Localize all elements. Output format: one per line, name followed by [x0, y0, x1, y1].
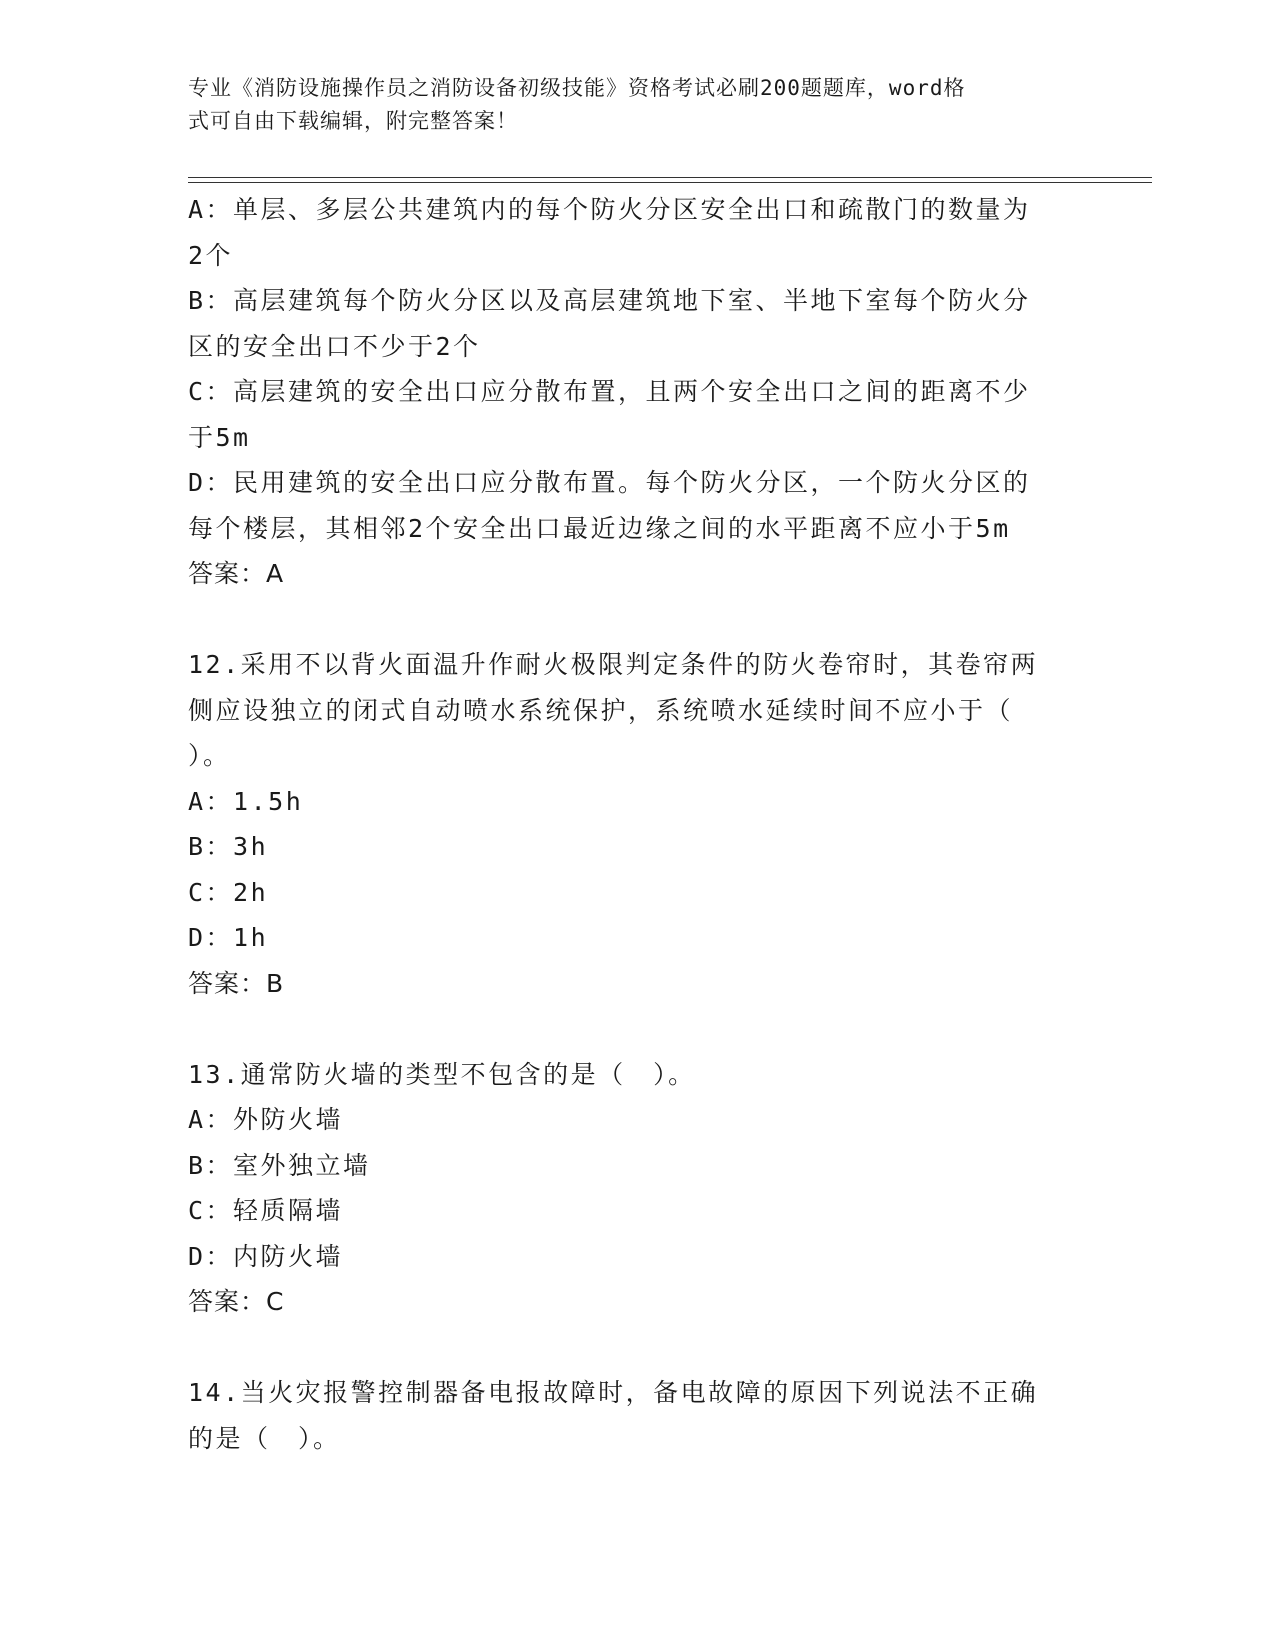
question-stem-line-2: 的是（ ）。	[188, 1423, 341, 1453]
option-a-line-2: 2个	[188, 240, 234, 270]
question-11	[188, 187, 1068, 597]
answer-label: 答案：B	[188, 968, 285, 998]
spacer	[188, 597, 1068, 643]
option-a: A：1.5h	[188, 786, 304, 816]
option-b-line-2: 区的安全出口不少于2个	[188, 331, 481, 361]
spacer	[188, 1006, 1068, 1052]
option-d: D：内防火墙	[188, 1241, 344, 1271]
question-stem: 13.通常防火墙的类型不包含的是（ ）。	[188, 1059, 696, 1089]
question-stem-line-2: 侧应设独立的闭式自动喷水系统保护，系统喷水延续时间不应小于（	[188, 695, 1014, 725]
option-c: C：2h	[188, 877, 269, 907]
option-a-line-1: A：单层、多层公共建筑内的每个防火分区安全出口和疏散门的数量为	[188, 195, 1031, 224]
option-c-line-1: C：高层建筑的安全出口应分散布置，且两个安全出口之间的距离不少	[188, 377, 1031, 406]
spacer	[188, 1325, 1068, 1371]
question-stem-line-1: 14.当火灾报警控制器备电报故障时，备电故障的原因下列说法不正确	[188, 1378, 1039, 1407]
document-header	[188, 72, 1068, 138]
question-content	[188, 187, 1068, 1461]
option-d-line-2: 每个楼层，其相邻2个安全出口最近边缘之间的水平距离不应小于5m	[188, 513, 1011, 543]
header-title-line-2: 式可自由下载编辑，附完整答案！	[188, 109, 518, 133]
question-12	[188, 642, 1068, 1006]
option-c-line-2: 于5m	[188, 422, 251, 452]
question-stem-line-3: ）。	[188, 741, 231, 770]
question-stem-line-1: 12.采用不以背火面温升作耐火极限判定条件的防火卷帘时，其卷帘两	[188, 650, 1039, 679]
option-b: B：3h	[188, 832, 269, 861]
answer-label: 答案：A	[188, 559, 285, 588]
option-b-line-1: B：高层建筑每个防火分区以及高层建筑地下室、半地下室每个防火分	[188, 286, 1031, 315]
option-b: B：室外独立墙	[188, 1150, 371, 1180]
option-d: D：1h	[188, 923, 269, 952]
header-divider-top	[188, 177, 1152, 178]
option-d-line-1: D：民用建筑的安全出口应分散布置。每个防火分区，一个防火分区的	[188, 468, 1031, 497]
question-14	[188, 1370, 1068, 1461]
question-13	[188, 1052, 1068, 1325]
answer-label: 答案：C	[188, 1287, 285, 1316]
option-c: C：轻质隔墙	[188, 1196, 344, 1225]
header-divider-bottom	[188, 182, 1152, 183]
option-a: A：外防火墙	[188, 1105, 344, 1134]
header-title-line-1: 专业《消防设施操作员之消防设备初级技能》资格考试必刷200题题库，word格	[188, 76, 966, 100]
